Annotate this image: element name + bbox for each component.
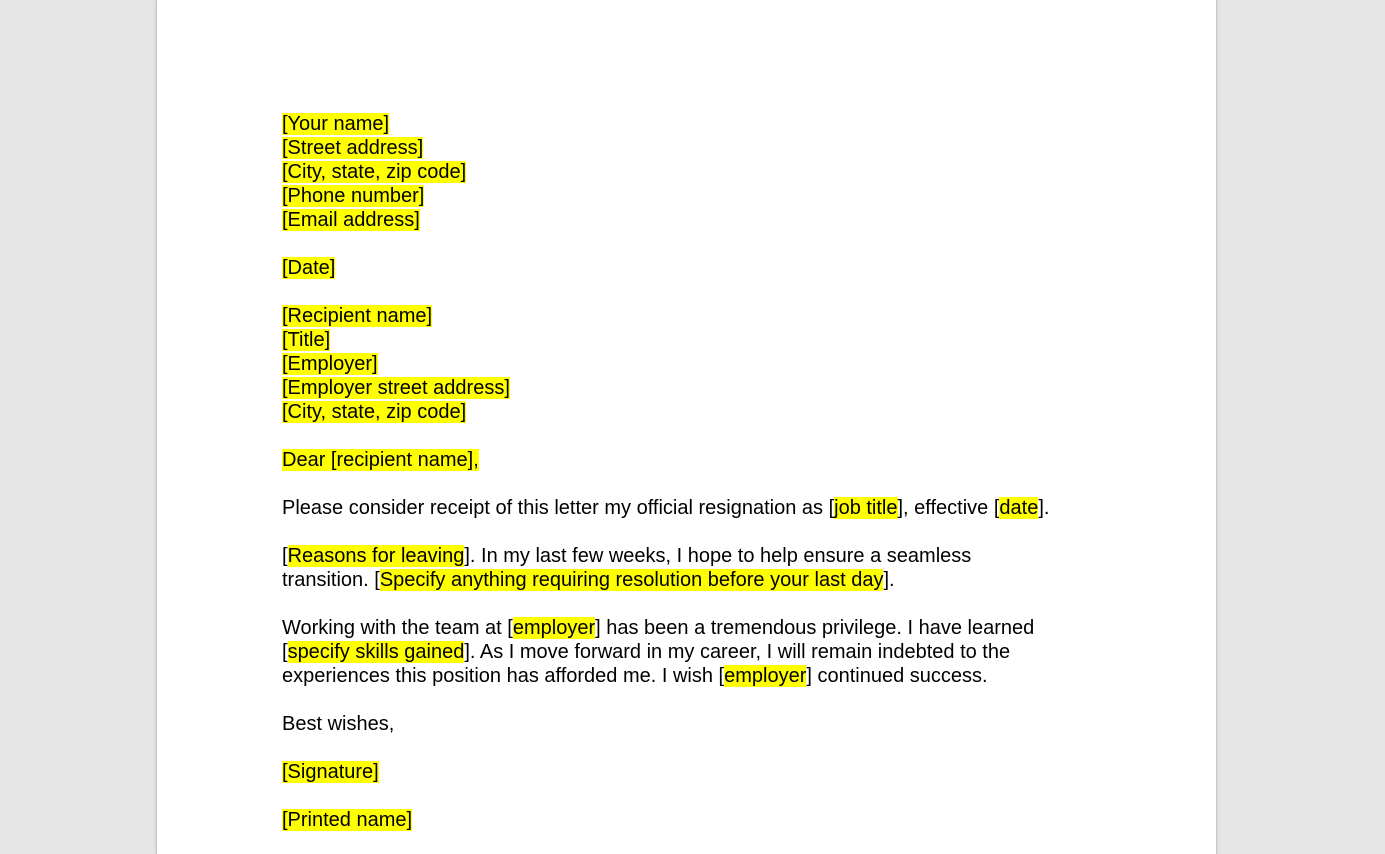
para3-text-6: ] continued success.	[806, 665, 988, 687]
paragraph-3-line-2	[282, 640, 1102, 664]
para2-text-3: transition. [	[282, 569, 380, 591]
para2-text-2: ]. In my last few weeks, I hope to help ensure a seamless	[464, 545, 972, 567]
para3-text-3: [	[282, 641, 288, 663]
para3-text-5: experiences this position has afforded me. I wish [	[282, 665, 725, 687]
blank-line	[282, 424, 1102, 448]
recipient-employer: [Employer]	[282, 353, 378, 375]
document-page	[156, 0, 1217, 854]
recipient-block-street	[282, 376, 1102, 400]
sender-street: [Street address]	[282, 137, 424, 159]
para3-text-1: Working with the team at [	[282, 617, 513, 639]
sender-name: [Your name]	[282, 113, 390, 135]
sender-city: [City, state, zip code]	[282, 161, 467, 183]
para3-text-2: ] has been a tremendous privilege. I have learned	[595, 617, 1035, 639]
printed-name: [Printed name]	[282, 809, 413, 831]
printed-name-line	[282, 808, 1102, 832]
para1-date: date	[999, 497, 1039, 519]
recipient-title: [Title]	[282, 329, 331, 351]
para3-employer-2: employer	[724, 665, 807, 687]
recipient-block-city	[282, 400, 1102, 424]
para3-text-4: ]. As I move forward in my career, I will remain indebted to the	[464, 641, 1011, 663]
recipient-city: [City, state, zip code]	[282, 401, 467, 423]
salutation: Dear [recipient name],	[282, 449, 479, 471]
para3-employer: employer	[512, 617, 596, 639]
sender-block-email	[282, 208, 1102, 232]
signature: [Signature]	[282, 761, 379, 783]
paragraph-2-line-1	[282, 544, 1102, 568]
sender-block-name	[282, 112, 1102, 136]
signature-line	[282, 760, 1102, 784]
paragraph-3-line-1	[282, 616, 1102, 640]
blank-line	[282, 472, 1102, 496]
date-line	[282, 256, 1102, 280]
letter-body[interactable]	[282, 112, 1102, 832]
blank-line	[282, 736, 1102, 760]
blank-line	[282, 520, 1102, 544]
recipient-block-title	[282, 328, 1102, 352]
recipient-block-name	[282, 304, 1102, 328]
sender-block-city	[282, 160, 1102, 184]
recipient-block-employer	[282, 352, 1102, 376]
paragraph-3-line-3	[282, 664, 1102, 688]
salutation-line	[282, 448, 1102, 472]
paragraph-2-line-2	[282, 568, 1102, 592]
sender-phone: [Phone number]	[282, 185, 425, 207]
sender-block-phone	[282, 184, 1102, 208]
para1-text-1: Please consider receipt of this letter my official resignation as [	[282, 497, 835, 519]
para1-job-title: job title	[834, 497, 898, 519]
closing: Best wishes,	[282, 713, 395, 735]
para3-skills: specify skills gained	[287, 641, 465, 663]
blank-line	[282, 688, 1102, 712]
para1-text-3: ].	[1038, 497, 1050, 519]
recipient-street: [Employer street address]	[282, 377, 510, 399]
para2-resolution: Specify anything requiring resolution before your last day	[379, 569, 884, 591]
para2-reasons: Reasons for leaving	[287, 545, 465, 567]
para1-text-2: ], effective [	[897, 497, 1000, 519]
para2-text-1: [	[282, 545, 288, 567]
blank-line	[282, 592, 1102, 616]
letter-date: [Date]	[282, 257, 336, 279]
sender-block-street	[282, 136, 1102, 160]
paragraph-1-line-1	[282, 496, 1102, 520]
blank-line	[282, 784, 1102, 808]
blank-line	[282, 280, 1102, 304]
para2-text-4: ].	[883, 569, 895, 591]
recipient-name: [Recipient name]	[282, 305, 433, 327]
closing-line	[282, 712, 1102, 736]
sender-email: [Email address]	[282, 209, 420, 231]
blank-line	[282, 232, 1102, 256]
